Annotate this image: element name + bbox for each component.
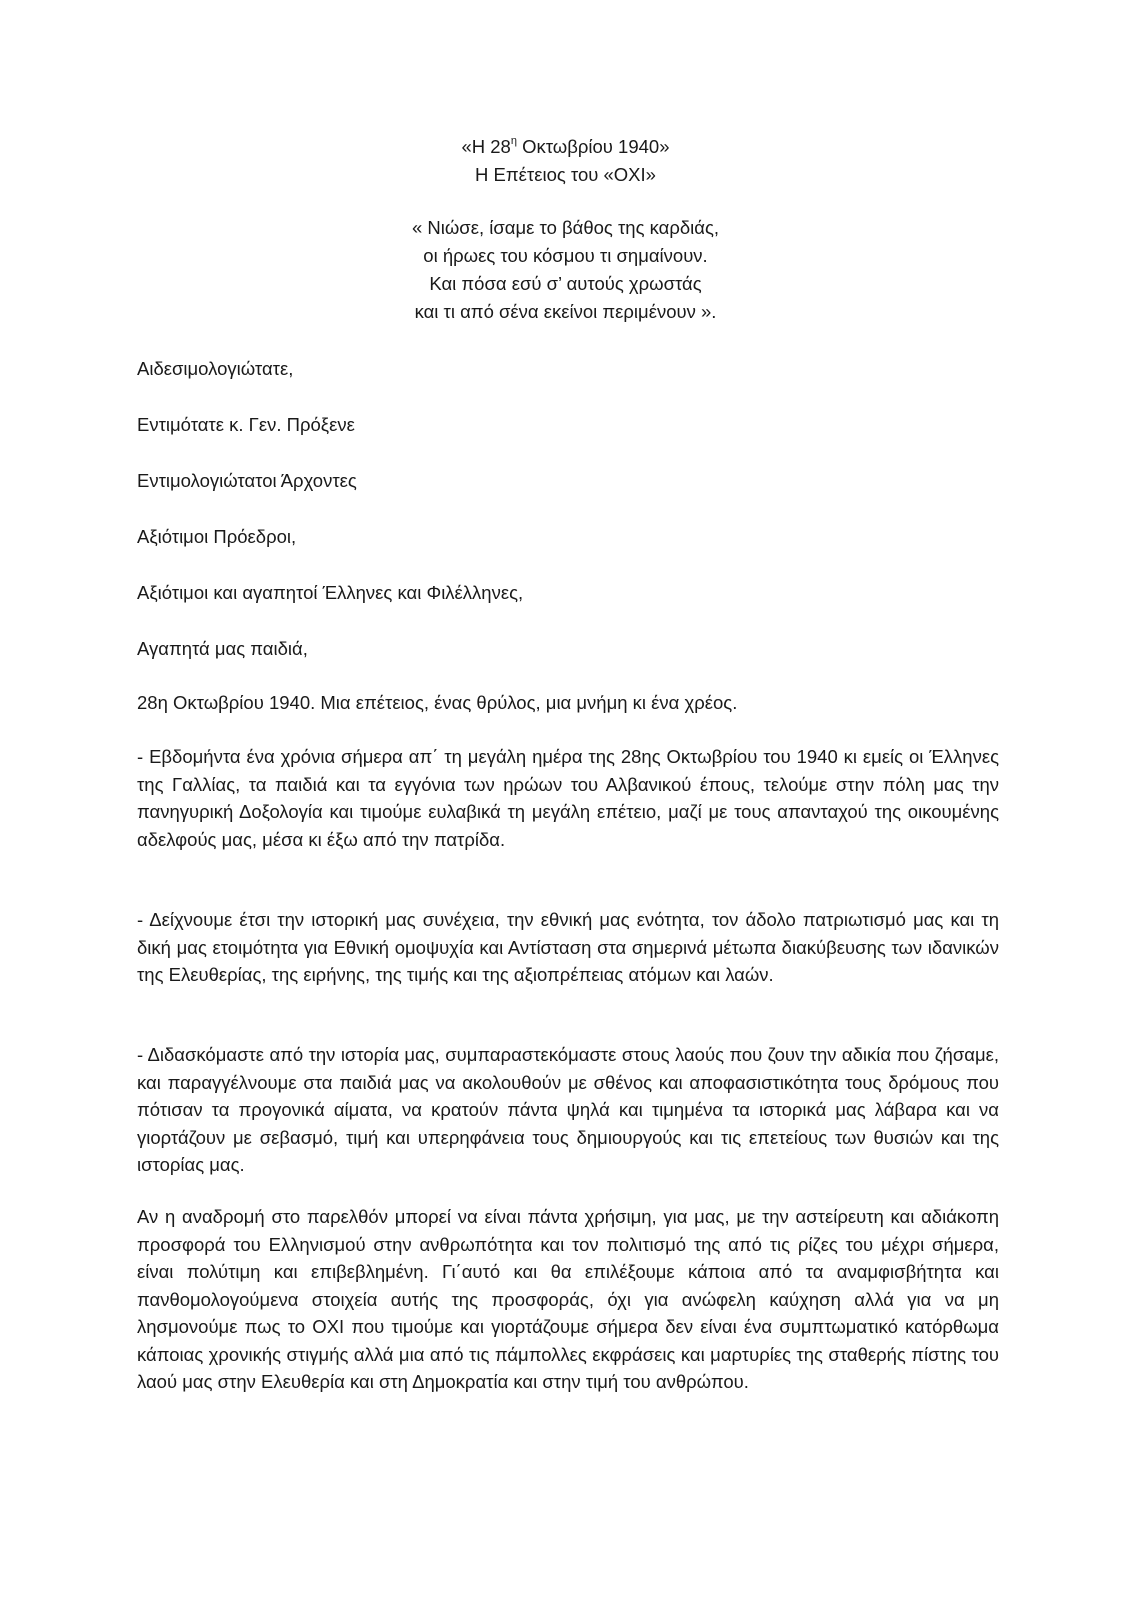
body-paragraph-history-lessons: - Διδασκόμαστε από την ιστορία μας, συμπαραστεκόμαστε στους λαούς που ζουν την αδικία που ζήσαμε, και παραγγέλνουμε στα παιδιά μας να ακολουθούν με σθένος και αποφασιστικότητα τους δρόμους που πότισαν τα προγονικά αίματα, να κρατούν πάντα ψηλά και τιμημένα τα ιστορικά μας λάβαρα και να γιορτάζουν με σεβασμό, τιμή και υπερηφάνεια τους δημιουργούς και τις επετείους των θυσιών και της ιστορίας μας. [137, 1044, 999, 1175]
poem-line: οι ήρωες του κόσμου τι σημαίνουν. [423, 245, 708, 266]
salutation-line: Αξιότιμοι Πρόεδροι, [137, 526, 297, 547]
body-paragraph-anniversary: - Εβδομήντα ένα χρόνια σήμερα απ΄ τη μεγάλη ημέρα της 28ης Οκτωβρίου του 1940 κι εμείς οι Έλληνες της Γαλλίας, τα παιδιά και τα εγγόνια των ηρώων του Αλβανικού έπους, τελούμε στην πόλη μας την πανηγυρική Δοξολογία και τιμούμε ευλαβικά τη μεγάλη επέτειο, μαζί με τους απανταχού της οικουμένης αδελφούς μας, μέσα κι έξω από την πατρίδα. [137, 746, 999, 850]
epigraph-poem [0, 214, 1131, 326]
heading-subtitle: Η Επέτειος του «ΟΧΙ» [475, 164, 656, 185]
salutation-line: Αξιότιμοι και αγαπητοί Έλληνες και Φιλέλληνες, [137, 582, 524, 603]
heading-ordinal-superscript: η [510, 135, 517, 147]
poem-line: Και πόσα εσύ σ’ αυτούς χρωστάς [429, 273, 702, 294]
body-paragraph-continuity: - Δείχνουμε έτσι την ιστορική μας συνέχεια, την εθνική μας ενότητα, τον άδολο πατριωτισμό μας και τη δική μας ετοιμότητα για Εθνική ομοψυχία και Αντίσταση στα σημερινά μέτωπα διακύβευσης των ιδανικών της Ελευθερίας, της ειρήνης, της τιμής και της αξιοπρέπειας ατόμων και λαών. [137, 909, 999, 985]
heading-date-line [0, 133, 1131, 161]
heading-date-prefix: «Η 28 [461, 136, 511, 157]
salutation-line: Εντιμολογιώτατοι Άρχοντες [137, 470, 357, 491]
intro-paragraph: 28η Οκτωβρίου 1940. Μια επέτειος, ένας θρύλος, μια μνήμη κι ένα χρέος. [137, 692, 738, 713]
salutations-list [137, 355, 523, 691]
salutation-line: Αιδεσιμολογιώτατε, [137, 358, 294, 379]
poem-line: και τι από σένα εκείνοι περιμένουν ». [414, 301, 717, 322]
salutation-line: Αγαπητά μας παιδιά, [137, 638, 308, 659]
body-paragraph-hellenism-offering: Αν η αναδρομή στο παρελθόν μπορεί να είναι πάντα χρήσιμη, για μας, με την αστείρευτη και αδιάκοπη προσφορά του Ελληνισμού στην ανθρωπότητα και τον πολιτισμό της από τις ρίζες του μέχρι σήμερα, είναι πολύτιμη και επιβεβλημένη. Γι΄αυτό και θα επιλέξουμε κάποια από τα αναμφισβήτητα και πανθομολογούμενα στοιχεία αυτής της προσφοράς, όχι για ανώφελη καύχηση αλλά για να μη λησμονούμε πως το ΟΧΙ που τιμούμε και γιορτάζουμε σήμερα δεν είναι ένα συμπτωματικό κατόρθωμα κάποιας χρονικής στιγμής αλλά μια από τις πάμπολλες εκφράσεις και μαρτυρίες της σταθερής πίστης του λαού μας στην Ελευθερία και στη Δημοκρατία και στην τιμή του ανθρώπου. [137, 1206, 999, 1392]
poem-line: « Νιώσε, ίσαμε το βάθος της καρδιάς, [411, 217, 720, 238]
salutation-line: Εντιμότατε κ. Γεν. Πρόξενε [137, 414, 355, 435]
document-heading [0, 133, 1131, 189]
heading-date-suffix: Οκτωβρίου 1940» [516, 136, 670, 157]
